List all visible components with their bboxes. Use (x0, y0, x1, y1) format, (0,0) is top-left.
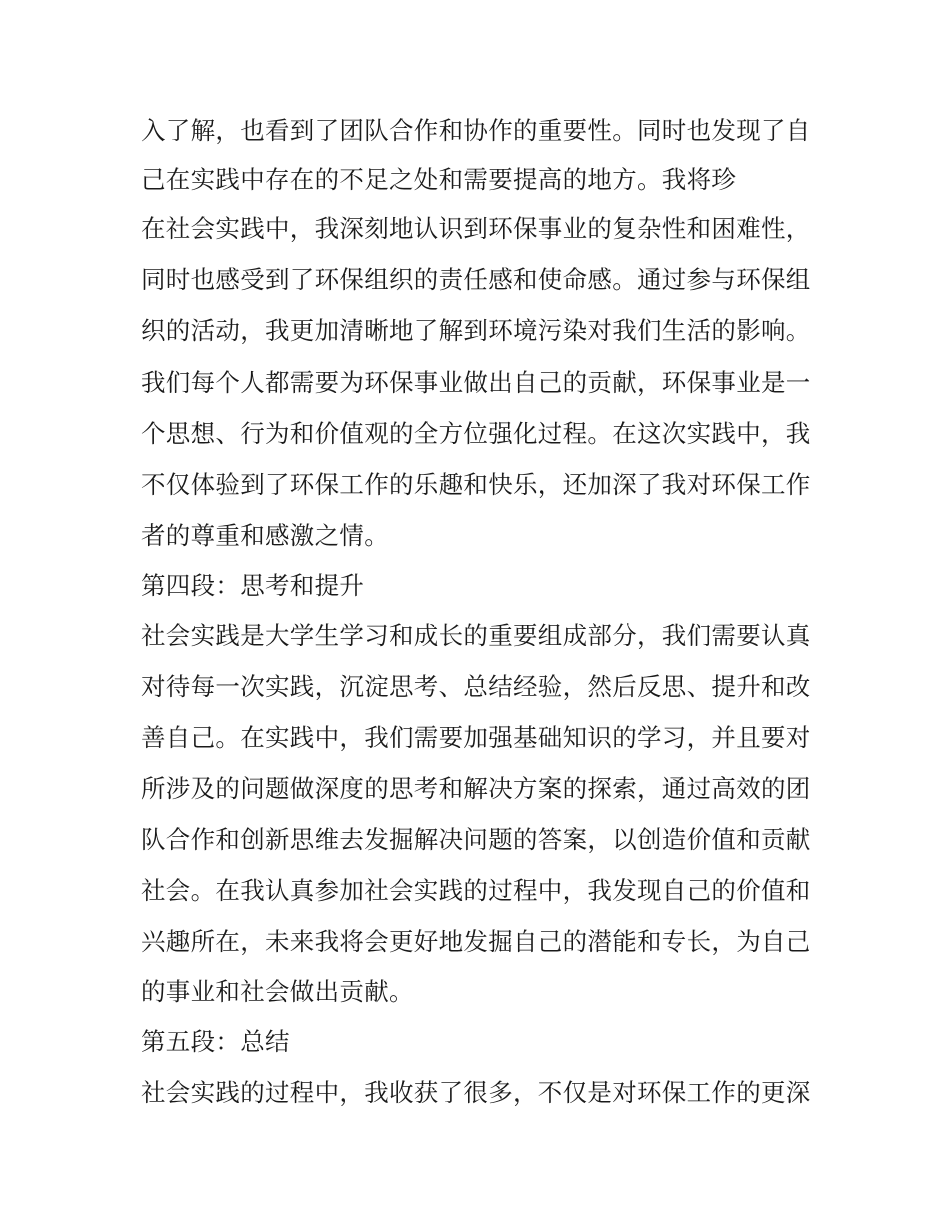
text-line: 兴趣所在，未来我将会更好地发掘自己的潜能和专长，为自己 (141, 927, 811, 956)
text-line: 所涉及的问题做深度的思考和解决方案的探索，通过高效的团 (141, 774, 811, 803)
text-line: 对待每一次实践，沉淀思考、总结经验，然后反思、提升和改 (141, 672, 811, 701)
text-line: 善自己。在实践中，我们需要加强基础知识的学习，并且要对 (141, 723, 811, 752)
text-line: 己在实践中存在的不足之处和需要提高的地方。我将珍 (141, 165, 737, 194)
text-line: 同时也感受到了环保组织的责任感和使命感。通过参与环保组 (141, 265, 811, 294)
text-line: 入了解，也看到了团队合作和协作的重要性。同时也发现了自 (141, 116, 811, 145)
section-heading-5: 第五段：总结 (141, 1027, 290, 1056)
text-line: 的事业和社会做出贡献。 (141, 977, 414, 1006)
section-heading-4: 第四段：思考和提升 (141, 571, 365, 600)
text-line: 社会实践是大学生学习和成长的重要组成部分，我们需要认真 (141, 621, 811, 650)
text-line: 者的尊重和感激之情。 (141, 521, 389, 550)
text-line: 社会实践的过程中，我收获了很多，不仅是对环保工作的更深 (141, 1078, 811, 1107)
text-line: 在社会实践中，我深刻地认识到环保事业的复杂性和困难性， (141, 214, 811, 243)
text-line: 我们每个人都需要为环保事业做出自己的贡献，环保事业是一 (141, 368, 811, 397)
text-line: 社会。在我认真参加社会实践的过程中，我发现自己的价值和 (141, 876, 811, 905)
text-line: 不仅体验到了环保工作的乐趣和快乐，还加深了我对环保工作 (141, 470, 811, 499)
text-line: 个思想、行为和价值观的全方位强化过程。在这次实践中，我 (141, 419, 811, 448)
text-line: 织的活动，我更加清晰地了解到环境污染对我们生活的影响。 (141, 316, 811, 345)
text-line: 队合作和创新思维去发掘解决问题的答案，以创造价值和贡献 (141, 825, 811, 854)
